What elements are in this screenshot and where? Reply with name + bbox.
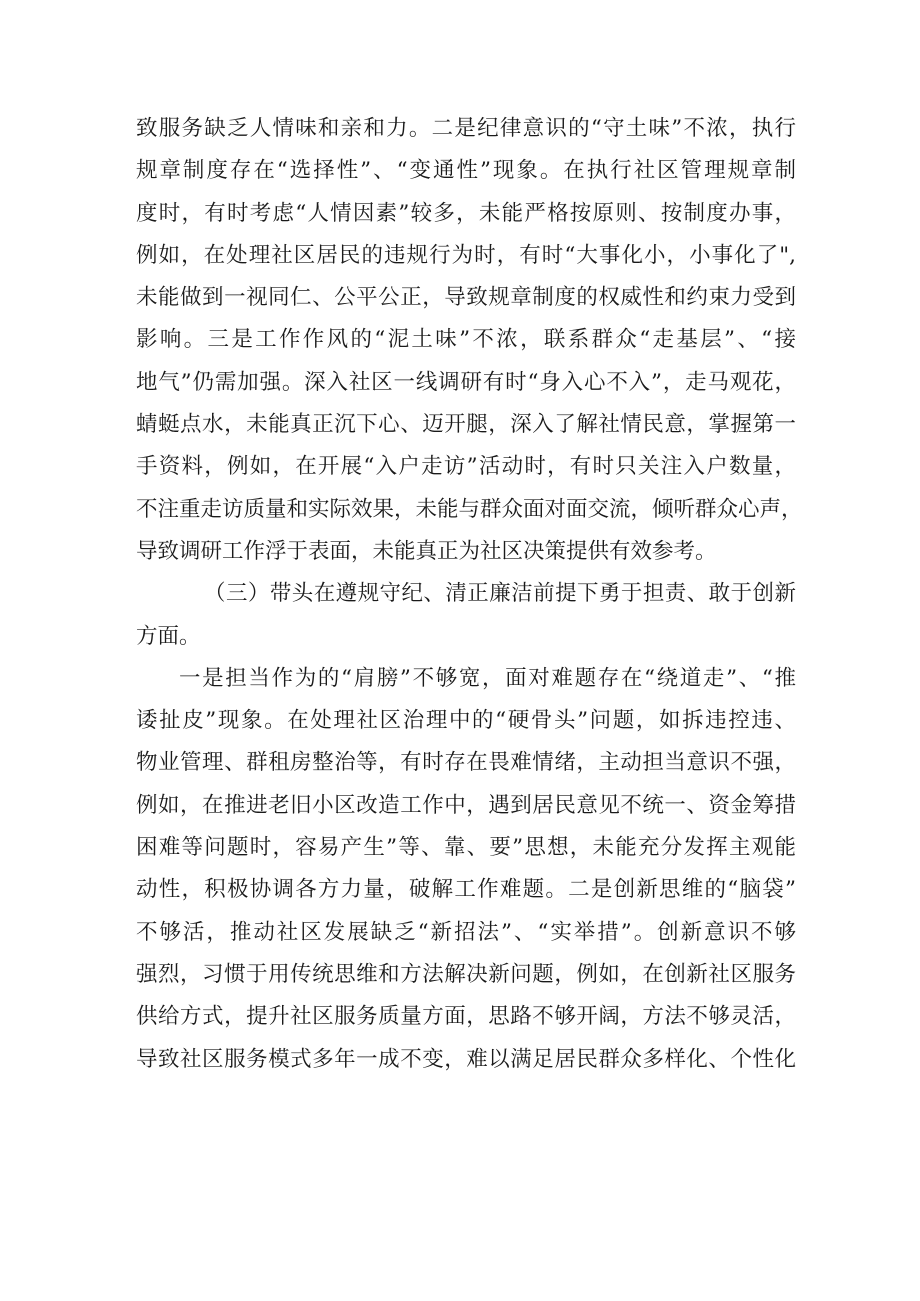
body-line: 不注重走访质量和实际效果，未能与群众面对面交流，倾听群众心声，	[136, 496, 803, 522]
body-line: 规章制度存在“选择性”、“变通性”现象。在执行社区管理规章制	[136, 158, 796, 184]
document-body	[136, 108, 803, 1081]
body-line: 地气”仍需加强。深入社区一线调研有时“身入心不入”，走马观花，	[136, 369, 796, 395]
body-line: 不够活，推动社区发展缺乏“新招法”、“实举措”。创新意识不够	[136, 919, 796, 945]
body-line: 未能做到一视同仁、公平公正，导致规章制度的权威性和约束力受到	[136, 285, 796, 311]
body-line: 困难等问题时，容易产生”等、靠、要”思想，未能充分发挥主观能	[136, 835, 796, 861]
body-line: 一是担当作为的“肩膀”不够宽，面对难题存在“绕道走”、“推	[179, 665, 796, 691]
body-line: 例如，在推进老旧小区改造工作中，遇到居民意见不统一、资金筹措	[136, 792, 796, 818]
body-line: 导致社区服务模式多年一成不变，难以满足居民群众多样化、个性化	[136, 1046, 796, 1072]
body-line: 致服务缺乏人情味和亲和力。二是纪律意识的“守土味”不浓，执行	[136, 116, 796, 141]
body-line: 物业管理、群租房整治等，有时存在畏难情绪，主动担当意识不强，	[136, 750, 796, 776]
body-line: 诿扯皮”现象。在处理社区治理中的“硬骨头”问题，如拆违控违、	[136, 708, 796, 734]
section-heading: （三）带头在遵规守纪、清正廉洁前提下勇于担责、敢于创新	[204, 581, 796, 607]
body-line: 例如，在处理社区居民的违规行为时，有时“大事化小，小事化了",	[136, 242, 796, 268]
body-line: 蜻蜓点水，未能真正沉下心、迈开腿，深入了解社情民意，掌握第一	[136, 412, 796, 438]
body-line: 手资料，例如，在开展“入户走访”活动时，有时只关注入户数量，	[136, 454, 796, 480]
body-line: 导致调研工作浮于表面，未能真正为社区决策提供有效参考。	[136, 538, 717, 564]
body-line: 供给方式，提升社区服务质量方面，思路不够开阔，方法不够灵活，	[136, 1004, 796, 1030]
section-heading-cont: 方面。	[136, 623, 201, 649]
body-line: 度时，有时考虑“人情因素”较多，未能严格按原则、按制度办事，	[136, 200, 796, 226]
body-line: 强烈，习惯于用传统思维和方法解决新问题，例如，在创新社区服务	[136, 961, 796, 987]
body-line: 动性，积极协调各方力量，破解工作难题。二是创新思维的“脑袋”	[136, 877, 796, 903]
body-line: 影响。三是工作作风的“泥土味”不浓，联系群众“走基层”、“接	[136, 327, 796, 353]
